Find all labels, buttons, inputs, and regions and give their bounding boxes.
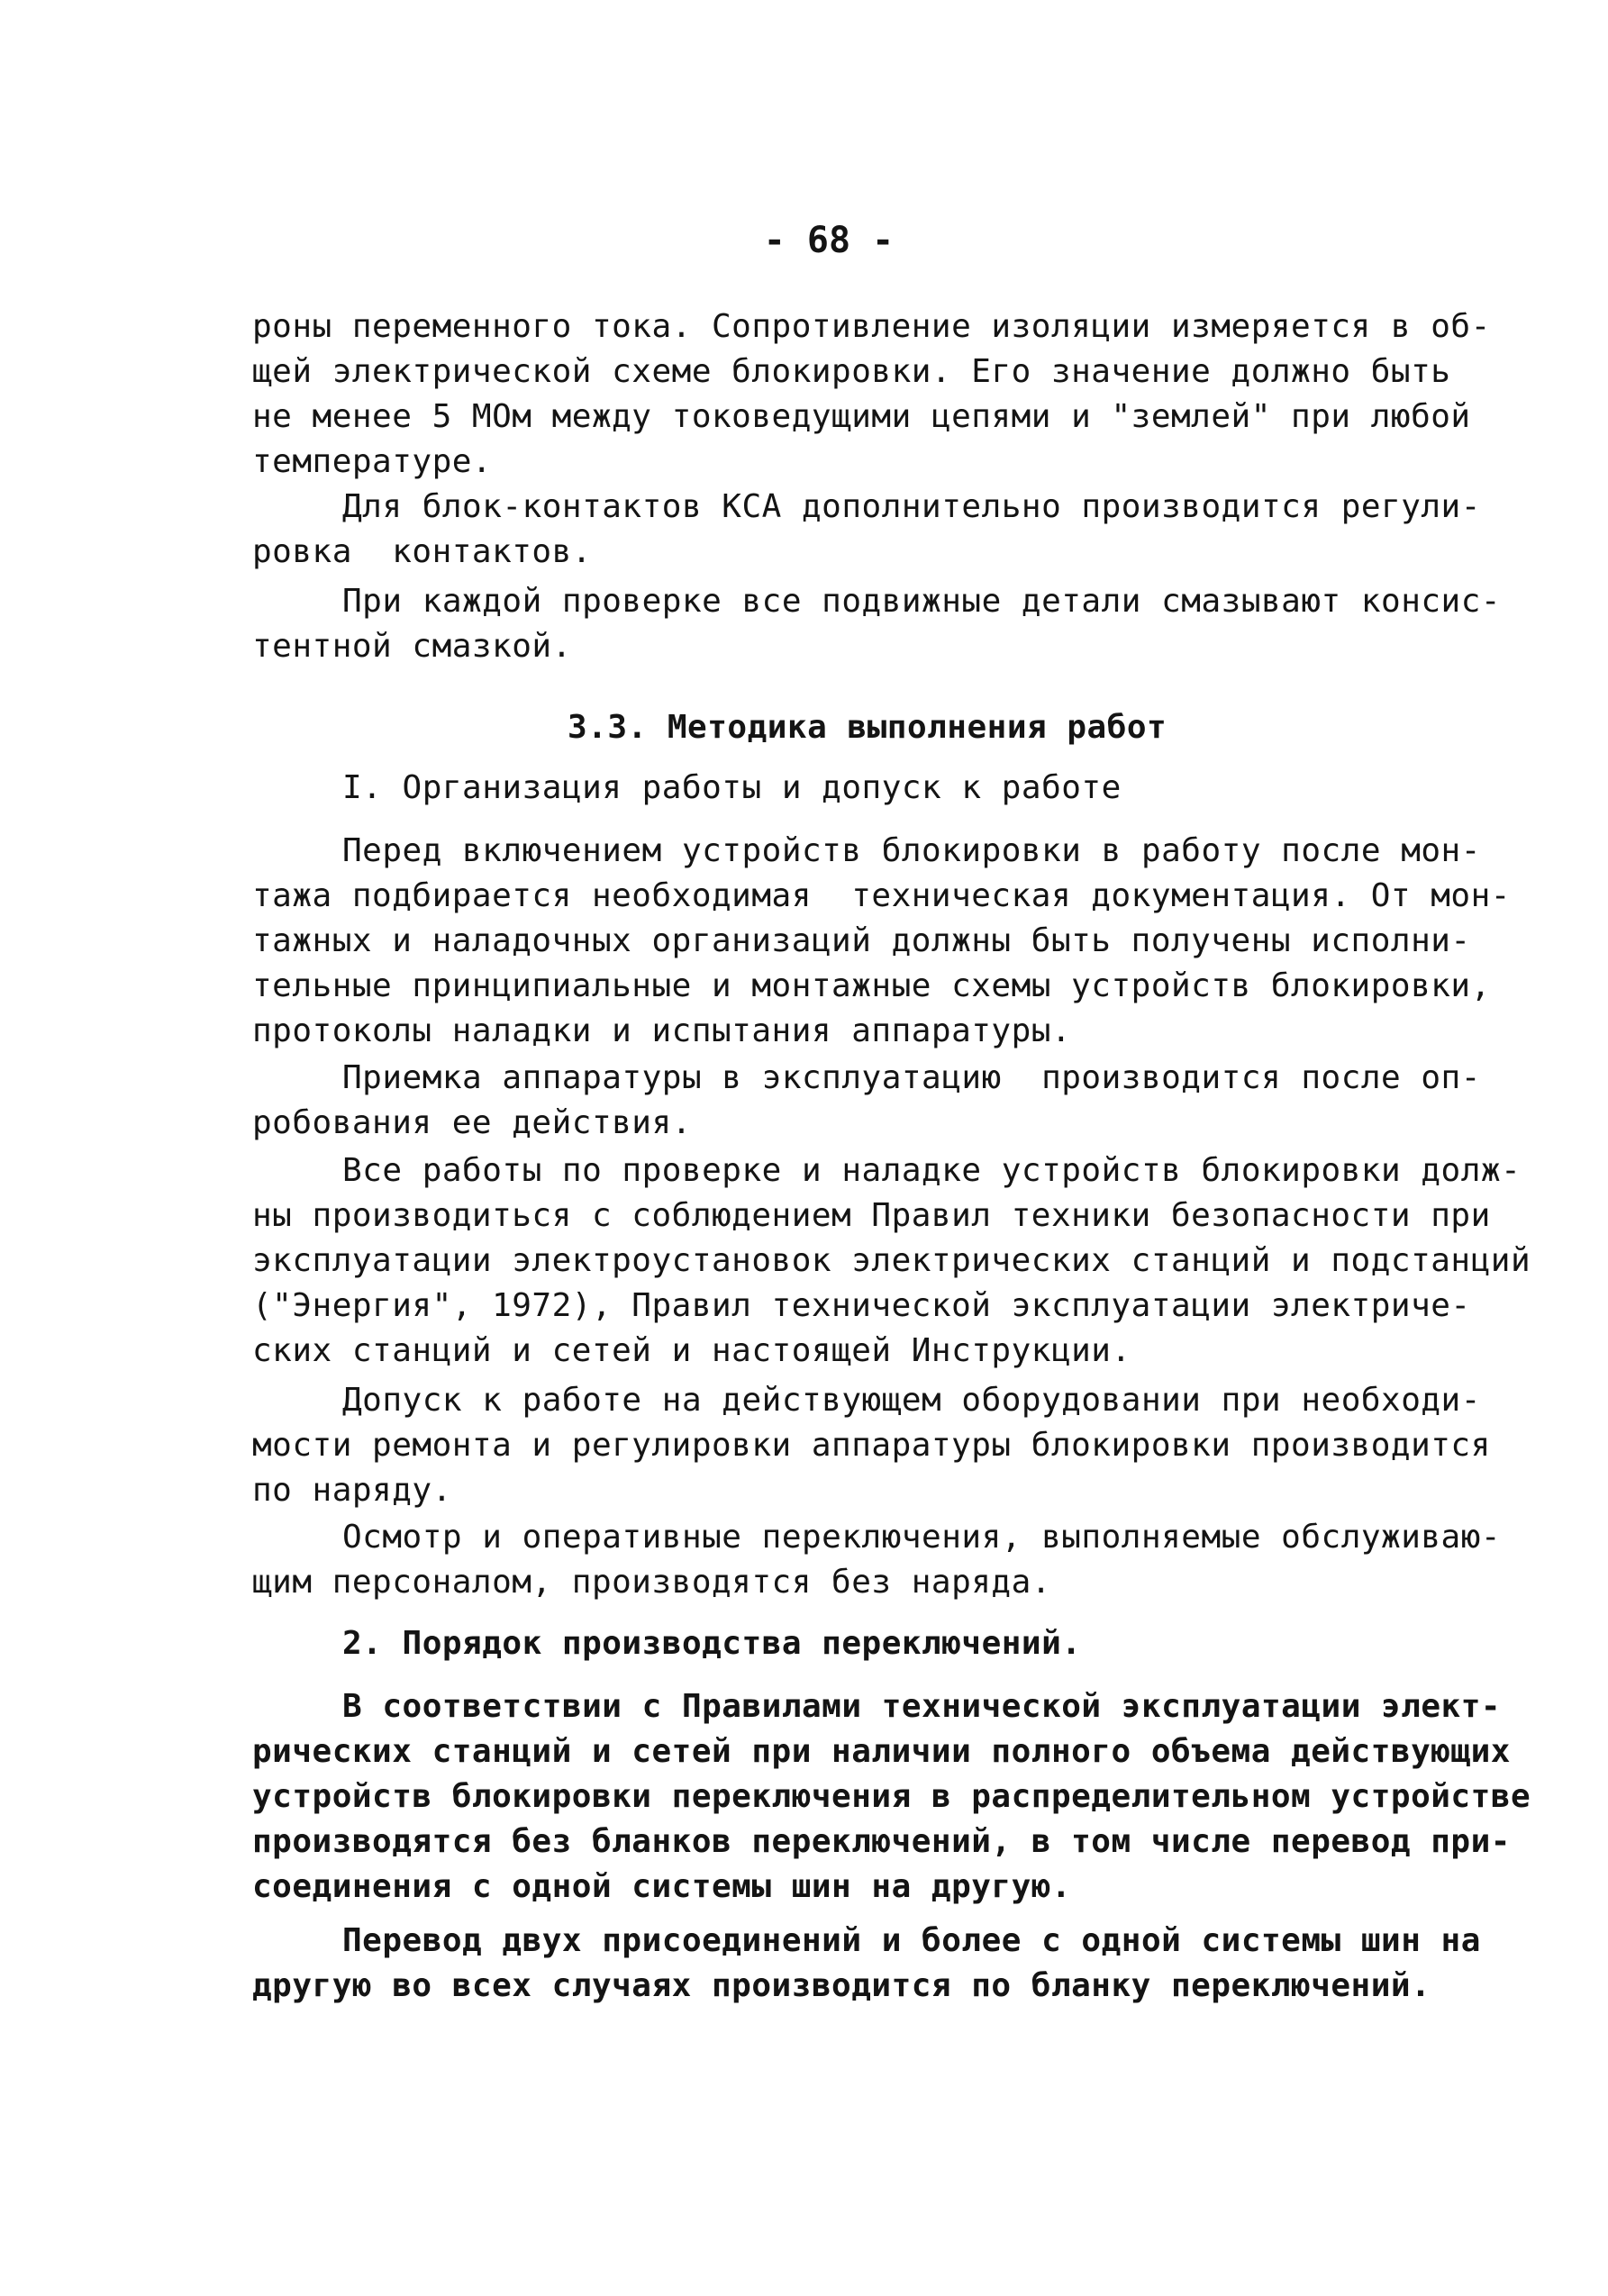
page-number: - 68 - <box>763 220 895 261</box>
paragraph-6-line-1: Все работы по проверке и наладке устройств блокировки долж- <box>342 1152 1522 1189</box>
paragraph-9-line-4: производятся без бланков переключений, в том числе перевод при- <box>252 1823 1511 1860</box>
paragraph-6-line-2: ны производиться с соблюдением Правил техники безопасности при <box>252 1197 1491 1234</box>
paragraph-5-line-2: робования ее действия. <box>252 1104 692 1141</box>
paragraph-3-line-2: тентной смазкой. <box>252 628 572 665</box>
paragraph-5-line-1: Приемка аппаратуры в эксплуатацию производится после оп- <box>342 1059 1481 1096</box>
subsection-1-heading: I. Организация работы и допуск к работе <box>342 769 1122 806</box>
paragraph-4-line-1: Перед включением устройств блокировки в работу после мон- <box>342 832 1481 869</box>
paragraph-4-line-4: тельные принципиальные и монтажные схемы устройств блокировки, <box>252 967 1491 1004</box>
paragraph-2-line-1: Для блок-контактов КСА дополнительно производится регули- <box>342 488 1481 525</box>
paragraph-7-line-3: по наряду. <box>252 1472 452 1509</box>
paragraph-2-line-2: ровка контактов. <box>252 533 592 570</box>
paragraph-1-line-1: роны переменного тока. Сопротивление изоляции измеряется в об- <box>252 308 1491 345</box>
paragraph-8-line-1: Осмотр и оперативные переключения, выполняемые обслуживаю- <box>342 1519 1502 1556</box>
paragraph-8-line-2: щим персоналом, производятся без наряда. <box>252 1564 1051 1601</box>
section-heading: 3.3. Методика выполнения работ <box>568 709 1167 746</box>
paragraph-6-line-4: ("Энергия", 1972), Правил технической эксплуатации электриче- <box>252 1287 1471 1324</box>
paragraph-10-line-1: Перевод двух присоединений и более с одной системы шин на <box>342 1922 1481 1959</box>
paragraph-9-line-1: В соответствии с Правилами технической эксплуатации элект- <box>342 1688 1502 1725</box>
paragraph-1-line-3: не менее 5 МОм между токоведущими цепями и "землей" при любой <box>252 398 1471 435</box>
paragraph-4-line-5: протоколы наладки и испытания аппаратуры. <box>252 1012 1072 1049</box>
paragraph-10-line-2: другую во всех случаях производится по бланку переключений. <box>252 1967 1431 2004</box>
paragraph-9-line-3: устройств блокировки переключения в распределительном устройстве <box>252 1778 1531 1815</box>
paragraph-4-line-2: тажа подбирается необходимая техническая документация. От мон- <box>252 877 1511 914</box>
paragraph-6-line-5: ских станций и сетей и настоящей Инструкции. <box>252 1332 1131 1369</box>
paragraph-1-line-2: щей электрической схеме блокировки. Его значение должно быть <box>252 353 1451 390</box>
subsection-2-heading: 2. Порядок производства переключений. <box>342 1625 1082 1662</box>
paragraph-7-line-1: Допуск к работе на действующем оборудовании при необходи- <box>342 1382 1481 1419</box>
paragraph-6-line-3: эксплуатации электроустановок электрических станций и подстанций <box>252 1242 1531 1279</box>
paragraph-9-line-2: рических станций и сетей при наличии полного объема действующих <box>252 1733 1511 1770</box>
paragraph-3-line-1: При каждой проверке все подвижные детали смазывают консис- <box>342 583 1502 620</box>
paragraph-7-line-2: мости ремонта и регулировки аппаратуры блокировки производится <box>252 1427 1491 1464</box>
paragraph-4-line-3: тажных и наладочных организаций должны быть получены исполни- <box>252 922 1471 959</box>
paragraph-9-line-5: соединения с одной системы шин на другую. <box>252 1868 1072 1905</box>
paragraph-1-line-4: температуре. <box>252 443 493 480</box>
